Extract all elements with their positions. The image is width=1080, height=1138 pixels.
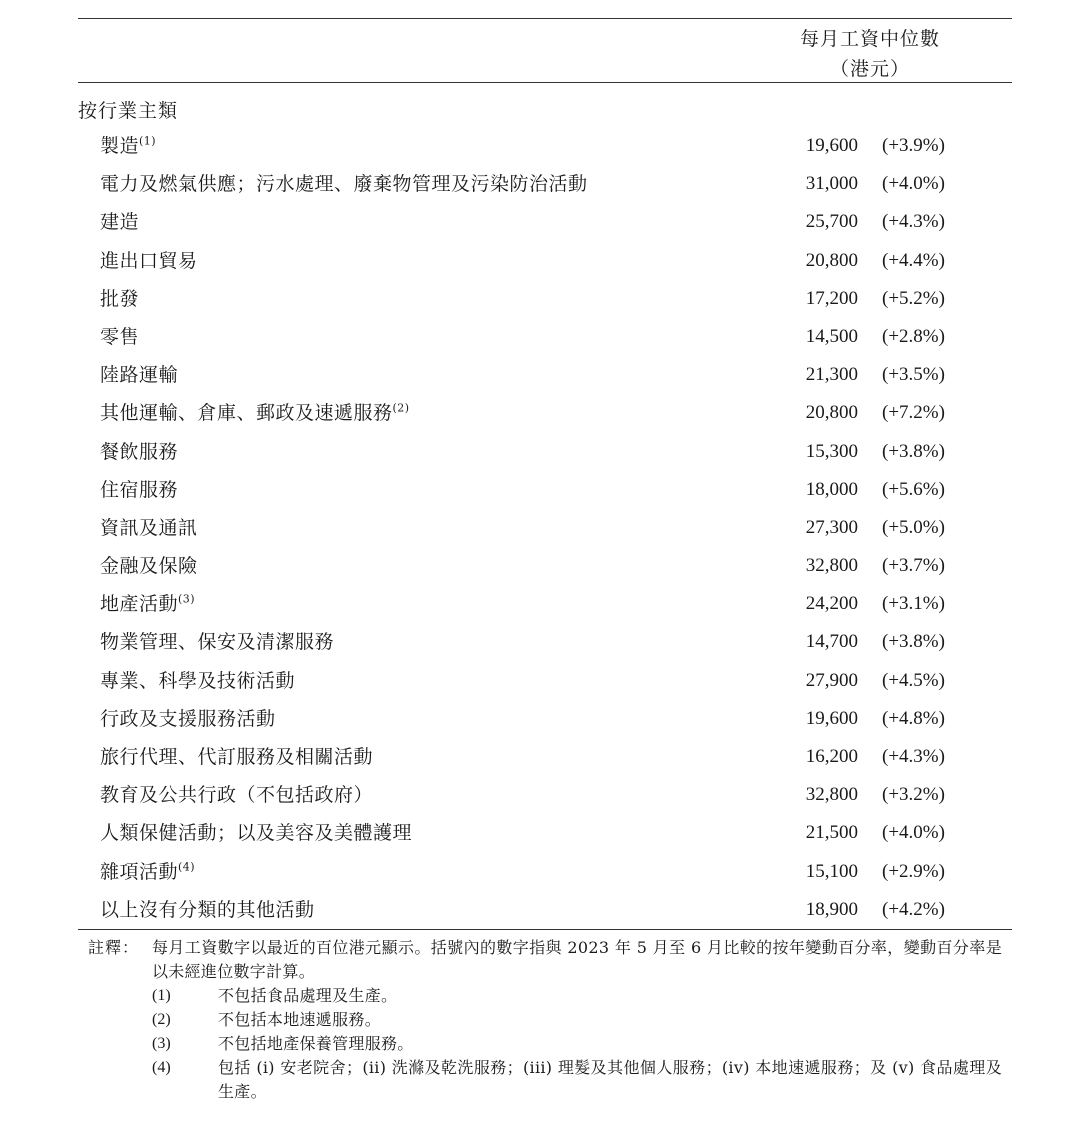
yoy-change: (+5.6%) bbox=[882, 478, 945, 500]
yoy-change: (+2.8%) bbox=[882, 325, 945, 347]
footnote-marker: (3) bbox=[178, 592, 196, 606]
yoy-change: (+4.8%) bbox=[882, 707, 945, 729]
table-row bbox=[0, 209, 1080, 247]
table-row bbox=[0, 668, 1080, 706]
table-row bbox=[0, 782, 1080, 820]
note-number: (1) bbox=[152, 987, 171, 1004]
industry-table-body bbox=[0, 133, 1080, 935]
median-wage-value: 27,300 bbox=[805, 516, 858, 538]
industry-label bbox=[100, 668, 295, 694]
median-wage-value: 32,800 bbox=[805, 555, 858, 577]
industry-label bbox=[100, 209, 139, 235]
median-wage-value: 31,000 bbox=[805, 173, 858, 195]
column-title: 每月工資中位數 bbox=[799, 28, 940, 50]
industry-name: 製造 bbox=[100, 135, 140, 157]
industry-label bbox=[100, 897, 315, 923]
industry-label bbox=[100, 248, 198, 274]
industry-name: 零售 bbox=[100, 325, 140, 348]
median-wage-value: 17,200 bbox=[805, 287, 858, 309]
industry-name: 專業、科學及技術活動 bbox=[100, 669, 296, 692]
footnote-marker: (4) bbox=[178, 860, 196, 874]
yoy-change: (+4.0%) bbox=[882, 822, 945, 844]
yoy-change: (+5.0%) bbox=[882, 516, 945, 538]
yoy-change: (+3.7%) bbox=[882, 555, 945, 577]
table-row bbox=[0, 515, 1080, 553]
table-row bbox=[0, 133, 1080, 171]
table-row bbox=[0, 171, 1080, 209]
industry-name: 建造 bbox=[100, 211, 140, 234]
table-row bbox=[0, 706, 1080, 744]
yoy-change: (+3.1%) bbox=[882, 593, 945, 615]
yoy-change: (+3.2%) bbox=[882, 784, 945, 806]
table-row bbox=[0, 629, 1080, 667]
column-unit: （港元） bbox=[829, 58, 910, 80]
industry-label bbox=[100, 591, 195, 617]
yoy-change: (+2.9%) bbox=[882, 860, 945, 882]
column-header bbox=[790, 24, 950, 84]
table-row bbox=[0, 362, 1080, 400]
industry-name: 資訊及通訊 bbox=[100, 516, 198, 539]
yoy-change: (+4.3%) bbox=[882, 211, 945, 233]
table-bottom-rule bbox=[78, 929, 1012, 930]
industry-name: 餐飲服務 bbox=[100, 440, 179, 463]
note-number: (2) bbox=[152, 1011, 171, 1028]
median-wage-value: 14,700 bbox=[805, 631, 858, 653]
yoy-change: (+3.8%) bbox=[882, 440, 945, 462]
yoy-change: (+3.9%) bbox=[882, 135, 945, 156]
note-text: 包括 (i) 安老院舍；(ii) 洗滌及乾洗服務；(iii) 理髮及其他個人服務；(iv) 本地速遞服務；及 (v) 食品處理及生產。 bbox=[218, 1058, 1002, 1101]
median-wage-value: 24,200 bbox=[805, 593, 858, 615]
industry-name: 物業管理、保安及清潔服務 bbox=[100, 631, 335, 654]
industry-name: 地產活動 bbox=[100, 593, 179, 616]
median-wage-value: 21,500 bbox=[805, 822, 858, 844]
notes-text: 每月工資數字以最近的百位港元顯示。括號內的數字指與 2023 年 5 月至 6 月比較的按年變動百分率，變動百分率是以未經進位數字計算。 bbox=[152, 938, 1002, 981]
median-wage-value: 16,200 bbox=[805, 746, 858, 767]
table-row bbox=[0, 591, 1080, 629]
note-number: (4) bbox=[152, 1059, 171, 1076]
industry-label bbox=[100, 400, 410, 426]
yoy-change: (+7.2%) bbox=[882, 402, 945, 424]
yoy-change: (+3.8%) bbox=[882, 631, 945, 653]
table-top-rule bbox=[78, 18, 1012, 19]
industry-name: 進出口貿易 bbox=[100, 249, 198, 272]
industry-label bbox=[100, 820, 412, 846]
table-row bbox=[0, 477, 1080, 515]
median-wage-value: 18,900 bbox=[805, 898, 858, 920]
median-wage-value: 14,500 bbox=[805, 325, 858, 347]
industry-name: 金融及保險 bbox=[100, 555, 198, 578]
median-wage-value: 19,600 bbox=[805, 707, 858, 729]
industry-label bbox=[100, 477, 178, 503]
table-row bbox=[0, 400, 1080, 438]
median-wage-value: 15,300 bbox=[805, 440, 858, 462]
note-number: (3) bbox=[152, 1035, 171, 1052]
industry-label bbox=[100, 515, 198, 541]
group-title: 按行業主類 bbox=[78, 100, 179, 122]
industry-label bbox=[100, 706, 276, 732]
industry-label bbox=[100, 171, 588, 197]
industry-label bbox=[100, 439, 178, 465]
median-wage-value: 25,700 bbox=[805, 211, 858, 233]
note-text: 不包括本地速遞服務。 bbox=[218, 1010, 382, 1029]
table-row bbox=[0, 248, 1080, 286]
industry-label bbox=[100, 629, 334, 655]
footnote-marker: (2) bbox=[392, 401, 410, 415]
industry-label bbox=[100, 286, 139, 312]
table-row bbox=[0, 859, 1080, 897]
industry-name: 電力及燃氣供應；污水處理、廢棄物管理及污染防治活動 bbox=[100, 173, 588, 196]
yoy-change: (+5.2%) bbox=[882, 287, 945, 309]
industry-name: 住宿服務 bbox=[100, 478, 179, 501]
table-row bbox=[0, 439, 1080, 477]
table-row bbox=[0, 820, 1080, 858]
table-row bbox=[0, 744, 1080, 782]
industry-name: 旅行代理、代訂服務及相關活動 bbox=[100, 746, 374, 768]
footnote-marker: (1) bbox=[139, 134, 157, 148]
industry-label bbox=[100, 553, 198, 579]
note-text: 不包括食品處理及生產。 bbox=[218, 986, 398, 1005]
notes-label: 註釋： bbox=[88, 938, 140, 957]
median-wage-value: 32,800 bbox=[805, 784, 858, 806]
table-row bbox=[0, 324, 1080, 362]
median-wage-value: 20,800 bbox=[805, 249, 858, 271]
industry-label bbox=[100, 362, 178, 388]
industry-name: 教育及公共行政（不包括政府） bbox=[100, 784, 374, 807]
industry-name: 行政及支援服務活動 bbox=[100, 707, 276, 730]
median-wage-value: 20,800 bbox=[805, 402, 858, 424]
yoy-change: (+4.0%) bbox=[882, 173, 945, 195]
industry-name: 人類保健活動；以及美容及美體護理 bbox=[100, 822, 413, 845]
yoy-change: (+4.3%) bbox=[882, 746, 945, 767]
yoy-change: (+4.5%) bbox=[882, 669, 945, 691]
median-wage-value: 19,600 bbox=[805, 135, 858, 156]
industry-label bbox=[100, 859, 195, 885]
table-row bbox=[0, 286, 1080, 324]
median-wage-value: 18,000 bbox=[805, 478, 858, 500]
industry-label bbox=[100, 133, 156, 159]
note-text: 不包括地產保養管理服務。 bbox=[218, 1034, 414, 1053]
table-header-rule bbox=[78, 82, 1012, 83]
median-wage-value: 21,300 bbox=[805, 364, 858, 386]
industry-label bbox=[100, 782, 373, 808]
median-wage-value: 15,100 bbox=[805, 860, 858, 882]
median-wage-value: 27,900 bbox=[805, 669, 858, 691]
industry-name: 批發 bbox=[100, 287, 140, 310]
industry-name: 其他運輸、倉庫、郵政及速遞服務 bbox=[100, 402, 393, 425]
industry-name: 陸路運輸 bbox=[100, 364, 179, 387]
industry-label bbox=[100, 324, 139, 350]
yoy-change: (+4.2%) bbox=[882, 898, 945, 920]
yoy-change: (+4.4%) bbox=[882, 249, 945, 271]
yoy-change: (+3.5%) bbox=[882, 364, 945, 386]
industry-name: 以上沒有分類的其他活動 bbox=[100, 898, 315, 921]
industry-label bbox=[100, 744, 373, 770]
table-row bbox=[0, 553, 1080, 591]
industry-name: 雜項活動 bbox=[100, 860, 179, 883]
